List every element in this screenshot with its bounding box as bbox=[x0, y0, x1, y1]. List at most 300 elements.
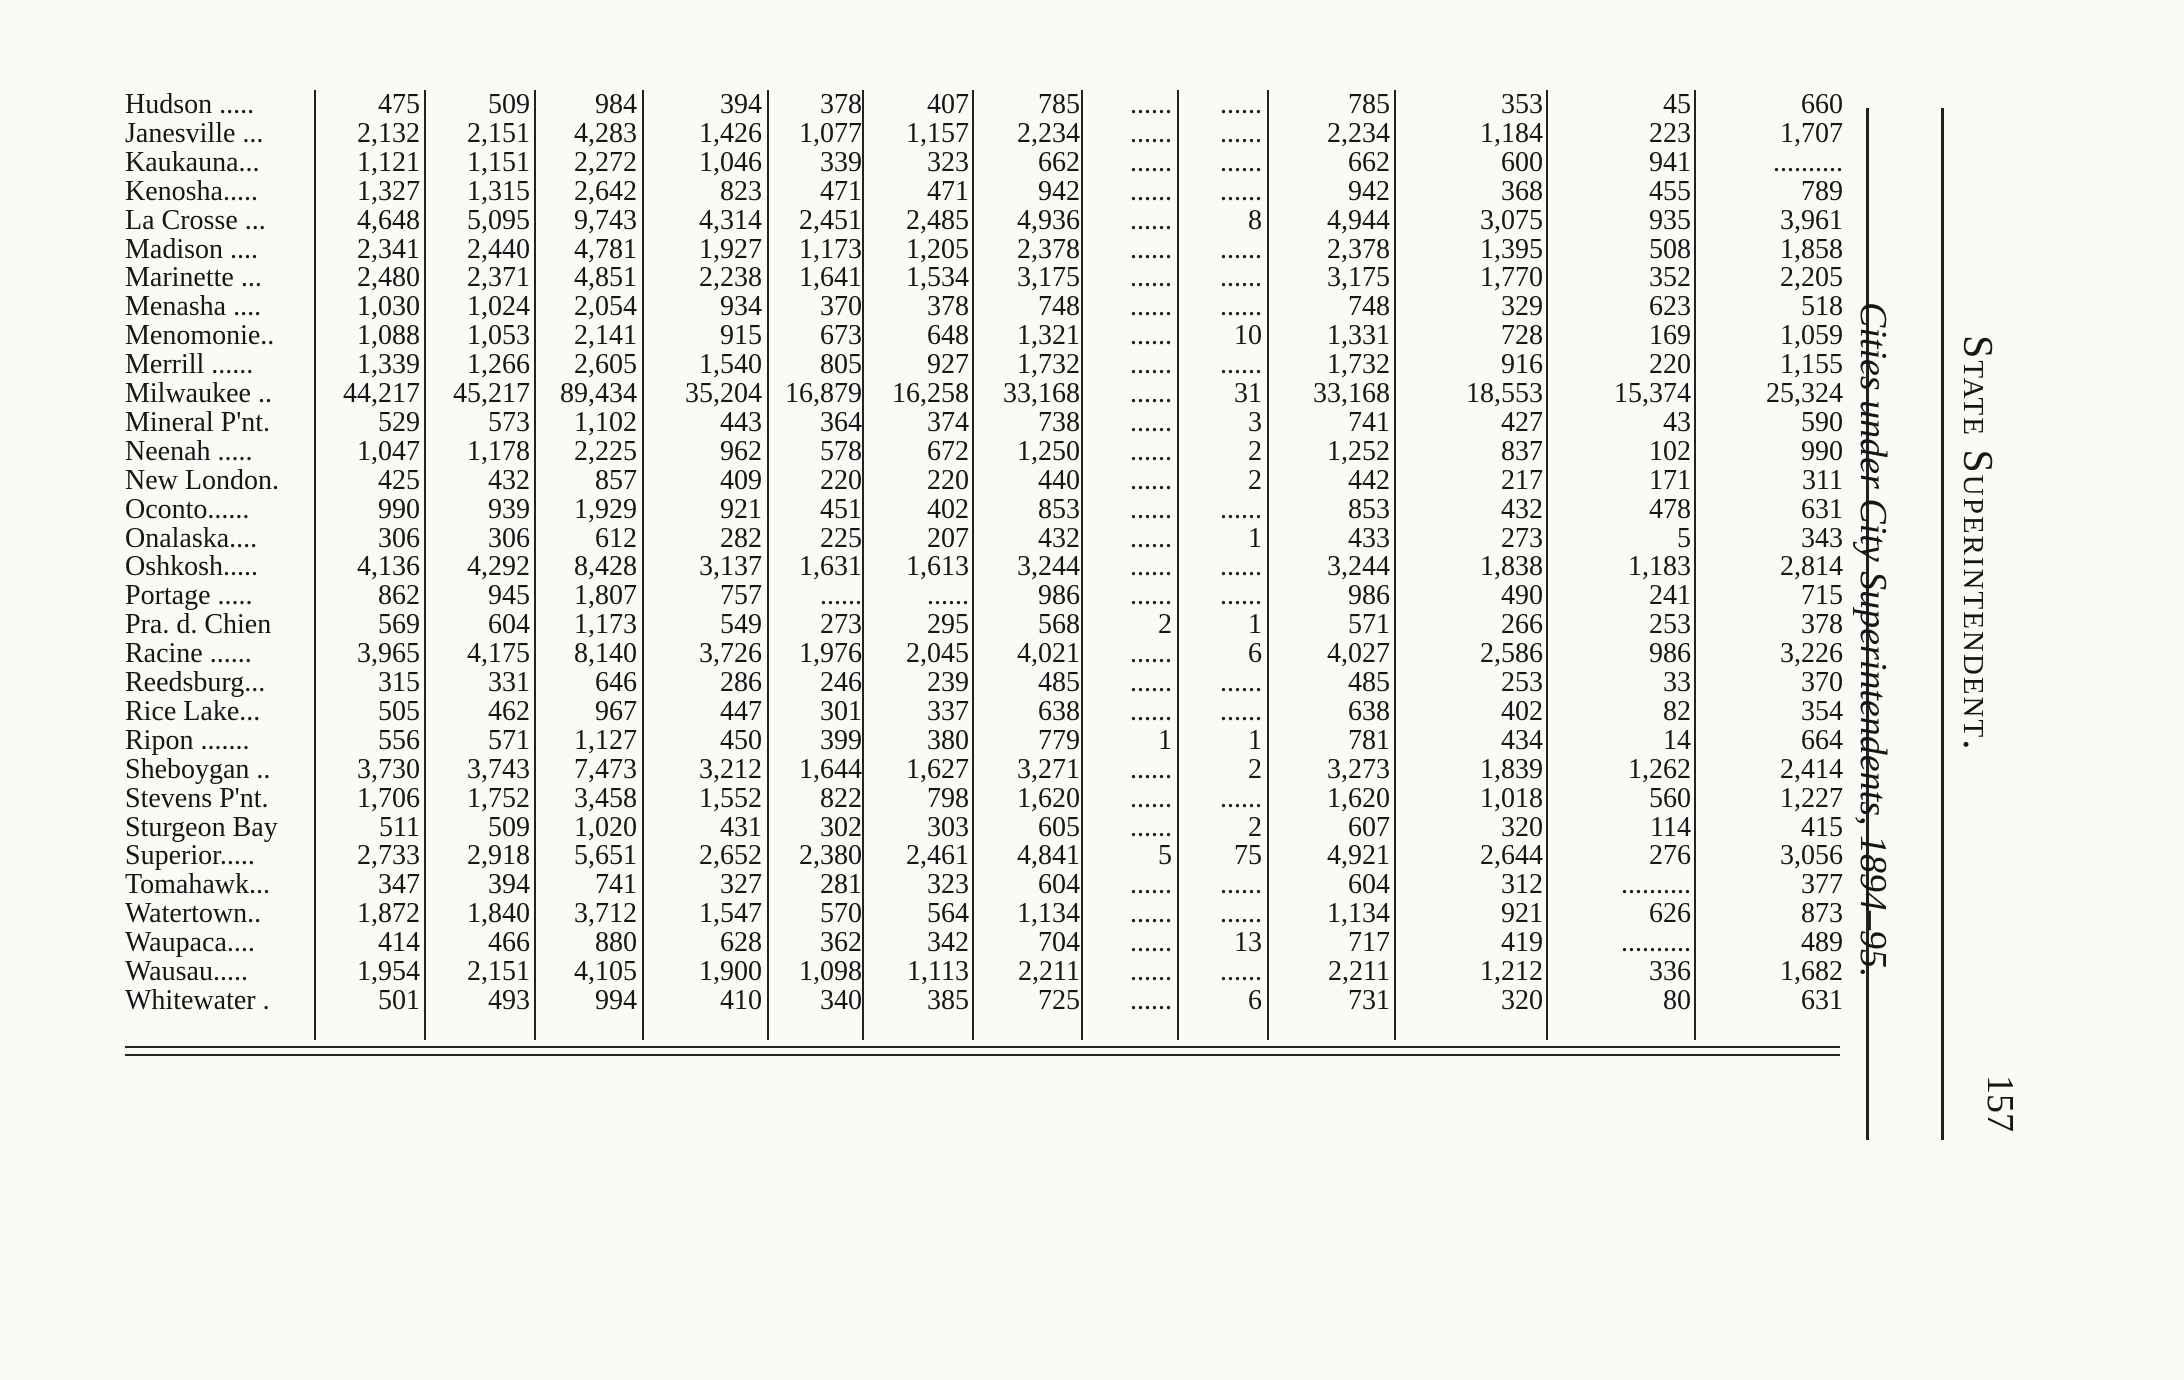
table-cell: 570 bbox=[820, 898, 862, 930]
table-cell: ...... bbox=[1130, 291, 1172, 323]
table-cell: 715 bbox=[1801, 580, 1843, 612]
table-cell: 6 bbox=[1248, 984, 1262, 1016]
table-cell: 1,184 bbox=[1480, 117, 1543, 149]
table-cell: 2,480 bbox=[357, 262, 420, 294]
table-cell: 443 bbox=[720, 406, 762, 438]
table-cell: 741 bbox=[595, 869, 637, 901]
table-cell: 862 bbox=[378, 580, 420, 612]
table-cell: 15,374 bbox=[1614, 378, 1691, 409]
table-cell: ...... bbox=[1130, 667, 1172, 698]
table-cell: 626 bbox=[1649, 898, 1691, 930]
table-cell: ...... bbox=[1220, 349, 1262, 381]
table-cell: 1,088 bbox=[357, 320, 420, 352]
table-cell: 779 bbox=[1038, 724, 1080, 756]
table-cell: 1,534 bbox=[906, 262, 969, 294]
city-name-cell: Madison .... bbox=[125, 233, 258, 265]
table-cell: 432 bbox=[1501, 493, 1543, 525]
table-cell: 4,175 bbox=[467, 638, 530, 670]
table-cell: 1,707 bbox=[1780, 117, 1843, 149]
table-cell: ...... bbox=[1130, 464, 1172, 496]
table-cell: 1,620 bbox=[1327, 782, 1390, 814]
city-name-cell: Oconto...... bbox=[125, 493, 250, 525]
city-name-cell: Wausau..... bbox=[125, 956, 248, 987]
table-cell: 942 bbox=[1038, 175, 1080, 207]
table-cell: 2,378 bbox=[1017, 233, 1080, 265]
column-rule bbox=[972, 90, 974, 1040]
table-cell: 600 bbox=[1501, 146, 1543, 178]
table-cell: ...... bbox=[1220, 233, 1262, 265]
city-name-cell: Kenosha..... bbox=[125, 175, 258, 207]
table-cell: 276 bbox=[1649, 840, 1691, 872]
table-cell: 2,272 bbox=[574, 146, 637, 178]
table-cell: 4,944 bbox=[1327, 204, 1390, 236]
city-name-cell: Hudson ..... bbox=[125, 89, 255, 120]
table-cell: 646 bbox=[595, 667, 637, 698]
table-cell: ...... bbox=[820, 580, 862, 612]
table-cell: 605 bbox=[1038, 811, 1080, 843]
table-cell: 508 bbox=[1649, 233, 1691, 265]
table-cell: 241 bbox=[1649, 580, 1691, 612]
city-name-cell: Rice Lake... bbox=[125, 695, 261, 727]
table-cell: ...... bbox=[1220, 493, 1262, 525]
table-cell: 915 bbox=[720, 320, 762, 352]
table-cell: 3,730 bbox=[357, 753, 420, 785]
table-cell: 984 bbox=[595, 89, 637, 120]
table-cell: ...... bbox=[1130, 349, 1172, 381]
table-cell: 986 bbox=[1038, 580, 1080, 612]
table-cell: ...... bbox=[1130, 117, 1172, 149]
table-cell: 945 bbox=[488, 580, 530, 612]
table-cell: 374 bbox=[927, 406, 969, 438]
table-cell: 1,098 bbox=[799, 956, 862, 987]
table-cell: 1,752 bbox=[467, 782, 530, 814]
table-cell: 4,283 bbox=[574, 117, 637, 149]
table-cell: 662 bbox=[1348, 146, 1390, 178]
table-cell: 604 bbox=[488, 609, 530, 641]
table-cell: 331 bbox=[488, 667, 530, 698]
table-cell: 434 bbox=[1501, 724, 1543, 756]
city-name-cell: Menomonie.. bbox=[125, 320, 275, 352]
column-rule bbox=[1081, 90, 1083, 1040]
column-rule bbox=[1394, 90, 1396, 1040]
table-cell: 638 bbox=[1038, 695, 1080, 727]
table-cell: 399 bbox=[820, 724, 862, 756]
table-cell: ...... bbox=[1130, 638, 1172, 670]
table-cell: 4,136 bbox=[357, 551, 420, 583]
table-cell: 1,839 bbox=[1480, 753, 1543, 785]
table-cell: 986 bbox=[1649, 638, 1691, 670]
table-cell: 3,244 bbox=[1327, 551, 1390, 583]
city-name-cell: Racine ...... bbox=[125, 638, 252, 670]
table-cell: 273 bbox=[1501, 522, 1543, 554]
table-cell: 320 bbox=[1501, 984, 1543, 1016]
table-bottom-rule-double bbox=[125, 1054, 1840, 1056]
table-cell: 1,547 bbox=[699, 898, 762, 930]
table-cell: 407 bbox=[927, 89, 969, 120]
city-name-cell: Milwaukee .. bbox=[125, 378, 272, 409]
table-cell: 303 bbox=[927, 811, 969, 843]
table-cell: ...... bbox=[1130, 522, 1172, 554]
table-cell: 798 bbox=[927, 782, 969, 814]
table-cell: 220 bbox=[927, 464, 969, 496]
table-cell: ...... bbox=[1130, 551, 1172, 583]
table-cell: ...... bbox=[1130, 435, 1172, 467]
table-cell: 419 bbox=[1501, 927, 1543, 959]
table-cell: 994 bbox=[595, 984, 637, 1016]
table-cell: 1 bbox=[1158, 724, 1172, 756]
table-cell: 1,327 bbox=[357, 175, 420, 207]
table-cell: 1,706 bbox=[357, 782, 420, 814]
table-cell: 942 bbox=[1348, 175, 1390, 207]
table-cell: 466 bbox=[488, 927, 530, 959]
table-cell: 1,976 bbox=[799, 638, 862, 670]
table-cell: 343 bbox=[1801, 522, 1843, 554]
table-cell: 1,631 bbox=[799, 551, 862, 583]
table-cell: ...... bbox=[1220, 898, 1262, 930]
table-cell: 225 bbox=[820, 522, 862, 554]
table-cell: 427 bbox=[1501, 406, 1543, 438]
table-cell: 549 bbox=[720, 609, 762, 641]
table-cell: 364 bbox=[820, 406, 862, 438]
table-cell: 286 bbox=[720, 667, 762, 698]
city-name-cell: Sturgeon Bay bbox=[125, 811, 278, 843]
table-cell: 2,642 bbox=[574, 175, 637, 207]
table-cell: 462 bbox=[488, 695, 530, 727]
table-cell: 2 bbox=[1248, 464, 1262, 496]
table-cell: .......... bbox=[1773, 146, 1843, 178]
table-cell: 1,059 bbox=[1780, 320, 1843, 352]
table-cell: 2,644 bbox=[1480, 840, 1543, 872]
table-cell: 1,929 bbox=[574, 493, 637, 525]
table-cell: 569 bbox=[378, 609, 420, 641]
table-cell: 3,965 bbox=[357, 638, 420, 670]
table-cell: 409 bbox=[720, 464, 762, 496]
table-cell: 4,841 bbox=[1017, 840, 1080, 872]
table-cell: ...... bbox=[1130, 869, 1172, 901]
table-cell: 578 bbox=[820, 435, 862, 467]
table-cell: 789 bbox=[1801, 175, 1843, 207]
table-cell: 805 bbox=[820, 349, 862, 381]
table-cell: 2 bbox=[1248, 435, 1262, 467]
table-cell: 312 bbox=[1501, 869, 1543, 901]
table-cell: ...... bbox=[1220, 291, 1262, 323]
table-cell: 433 bbox=[1348, 522, 1390, 554]
table-cell: 4,851 bbox=[574, 262, 637, 294]
table-cell: 556 bbox=[378, 724, 420, 756]
city-name-cell: Tomahawk... bbox=[125, 869, 271, 901]
table-cell: 1,644 bbox=[799, 753, 862, 785]
table-cell: 1,205 bbox=[906, 233, 969, 265]
table-cell: 171 bbox=[1649, 464, 1691, 496]
table-cell: 673 bbox=[820, 320, 862, 352]
table-cell: ...... bbox=[1130, 956, 1172, 987]
table-cell: ...... bbox=[1130, 695, 1172, 727]
table-cell: 2,045 bbox=[906, 638, 969, 670]
table-cell: 2,814 bbox=[1780, 551, 1843, 583]
table-cell: 612 bbox=[595, 522, 637, 554]
table-cell: ...... bbox=[1220, 956, 1262, 987]
table-cell: 3,212 bbox=[699, 753, 762, 785]
table-cell: 485 bbox=[1038, 667, 1080, 698]
table-cell: 2,054 bbox=[574, 291, 637, 323]
table-cell: 5,651 bbox=[574, 840, 637, 872]
table-cell: 239 bbox=[927, 667, 969, 698]
table-cell: 1,872 bbox=[357, 898, 420, 930]
table-cell: 568 bbox=[1038, 609, 1080, 641]
table-cell: 490 bbox=[1501, 580, 1543, 612]
table-cell: 323 bbox=[927, 146, 969, 178]
table-cell: ...... bbox=[1130, 233, 1172, 265]
table-cell: 3 bbox=[1248, 406, 1262, 438]
table-cell: 939 bbox=[488, 493, 530, 525]
table-cell: 822 bbox=[820, 782, 862, 814]
table-cell: 518 bbox=[1801, 291, 1843, 323]
city-name-cell: Waupaca.... bbox=[125, 927, 255, 959]
table-cell: 410 bbox=[720, 984, 762, 1016]
table-cell: 590 bbox=[1801, 406, 1843, 438]
table-cell: 370 bbox=[1801, 667, 1843, 698]
table-cell: ...... bbox=[1220, 782, 1262, 814]
column-rule bbox=[1694, 90, 1696, 1040]
table-cell: 1,900 bbox=[699, 956, 762, 987]
table-cell: 306 bbox=[378, 522, 420, 554]
table-cell: 3,271 bbox=[1017, 753, 1080, 785]
city-name-cell: Menasha .... bbox=[125, 291, 262, 323]
table-cell: 431 bbox=[720, 811, 762, 843]
city-name-cell: Portage ..... bbox=[125, 580, 253, 612]
table-cell: 631 bbox=[1801, 984, 1843, 1016]
table-cell: 1,927 bbox=[699, 233, 762, 265]
table-cell: 1,155 bbox=[1780, 349, 1843, 381]
table-cell: 266 bbox=[1501, 609, 1543, 641]
table-cell: 402 bbox=[927, 493, 969, 525]
table-cell: 2,918 bbox=[467, 840, 530, 872]
table-cell: ...... bbox=[1130, 753, 1172, 785]
table-cell: 340 bbox=[820, 984, 862, 1016]
table-cell: 320 bbox=[1501, 811, 1543, 843]
table-cell: 2,461 bbox=[906, 840, 969, 872]
table-cell: 5,095 bbox=[467, 204, 530, 236]
table-cell: 33 bbox=[1663, 667, 1691, 698]
table-cell: 13 bbox=[1234, 927, 1262, 959]
table-cell: 672 bbox=[927, 435, 969, 467]
table-cell: 380 bbox=[927, 724, 969, 756]
table-cell: 353 bbox=[1501, 89, 1543, 120]
table-cell: 1,030 bbox=[357, 291, 420, 323]
table-cell: 385 bbox=[927, 984, 969, 1016]
table-cell: 378 bbox=[927, 291, 969, 323]
table-cell: 1,641 bbox=[799, 262, 862, 294]
city-name-cell: Janesville ... bbox=[125, 117, 264, 149]
table-cell: 1,954 bbox=[357, 956, 420, 987]
table-cell: ...... bbox=[1130, 580, 1172, 612]
table-cell: 571 bbox=[1348, 609, 1390, 641]
city-name-cell: Reedsburg... bbox=[125, 667, 266, 698]
table-cell: 1,426 bbox=[699, 117, 762, 149]
table-cell: 1,331 bbox=[1327, 320, 1390, 352]
table-cell: 748 bbox=[1038, 291, 1080, 323]
table-cell: 478 bbox=[1649, 493, 1691, 525]
table-cell: 3,056 bbox=[1780, 840, 1843, 872]
table-cell: 501 bbox=[378, 984, 420, 1016]
table-cell: .......... bbox=[1621, 869, 1691, 901]
table-cell: 4,292 bbox=[467, 551, 530, 583]
table-cell: 2,211 bbox=[1328, 956, 1390, 987]
table-cell: 785 bbox=[1348, 89, 1390, 120]
city-name-cell: Stevens P'nt. bbox=[125, 782, 269, 814]
table-cell: 1,262 bbox=[1628, 753, 1691, 785]
table-cell: 354 bbox=[1801, 695, 1843, 727]
table-cell: ...... bbox=[1130, 146, 1172, 178]
city-name-cell: Pra. d. Chien bbox=[125, 609, 272, 641]
table-cell: 731 bbox=[1348, 984, 1390, 1016]
table-cell: 2 bbox=[1248, 811, 1262, 843]
table-cell: 370 bbox=[820, 291, 862, 323]
table-cell: 560 bbox=[1649, 782, 1691, 814]
table-cell: 2,341 bbox=[357, 233, 420, 265]
table-cell: 447 bbox=[720, 695, 762, 727]
table-cell: 33,168 bbox=[1003, 378, 1080, 409]
table-cell: 1,121 bbox=[357, 146, 420, 178]
city-name-cell: Marinette ... bbox=[125, 262, 262, 294]
table-cell: 2,238 bbox=[699, 262, 762, 294]
table-cell: 377 bbox=[1801, 869, 1843, 901]
table-cell: 990 bbox=[378, 493, 420, 525]
table-cell: 853 bbox=[1348, 493, 1390, 525]
table-cell: 16,258 bbox=[892, 378, 969, 409]
table-cell: 1,339 bbox=[357, 349, 420, 381]
table-cell: 1,024 bbox=[467, 291, 530, 323]
table-cell: 301 bbox=[820, 695, 862, 727]
city-name-cell: Superior..... bbox=[125, 840, 255, 872]
table-cell: 638 bbox=[1348, 695, 1390, 727]
table-cell: 3,075 bbox=[1480, 204, 1543, 236]
table-cell: 664 bbox=[1801, 724, 1843, 756]
column-rule bbox=[862, 90, 864, 1040]
table-cell: 302 bbox=[820, 811, 862, 843]
table-cell: 282 bbox=[720, 522, 762, 554]
table-cell: 1,173 bbox=[574, 609, 637, 641]
table-cell: 1 bbox=[1248, 522, 1262, 554]
table-cell: 394 bbox=[488, 869, 530, 901]
table-cell: 475 bbox=[378, 89, 420, 120]
table-cell: 8,428 bbox=[574, 551, 637, 583]
table-cell: 1,183 bbox=[1628, 551, 1691, 583]
table-cell: 604 bbox=[1348, 869, 1390, 901]
table-cell: 1,077 bbox=[799, 117, 862, 149]
table-cell: 1 bbox=[1248, 724, 1262, 756]
table-cell: 990 bbox=[1801, 435, 1843, 467]
table-cell: 43 bbox=[1663, 406, 1691, 438]
table-cell: 82 bbox=[1663, 695, 1691, 727]
table-cell: 623 bbox=[1649, 291, 1691, 323]
table-cell: 223 bbox=[1649, 117, 1691, 149]
table-cell: 378 bbox=[820, 89, 862, 120]
table-cell: 3,244 bbox=[1017, 551, 1080, 583]
city-name-cell: Onalaska.... bbox=[125, 522, 258, 554]
table-cell: 564 bbox=[927, 898, 969, 930]
table-cell: 2,733 bbox=[357, 840, 420, 872]
table-cell: 1,113 bbox=[907, 956, 969, 987]
table-cell: 8,140 bbox=[574, 638, 637, 670]
table-cell: 442 bbox=[1348, 464, 1390, 496]
table-cell: 1,840 bbox=[467, 898, 530, 930]
table-cell: 3,273 bbox=[1327, 753, 1390, 785]
table-cell: ...... bbox=[1130, 927, 1172, 959]
table-cell: 1,627 bbox=[906, 753, 969, 785]
table-cell: 207 bbox=[927, 522, 969, 554]
table-cell: ...... bbox=[1130, 175, 1172, 207]
table-cell: 571 bbox=[488, 724, 530, 756]
table-cell: 2,141 bbox=[574, 320, 637, 352]
table-cell: 781 bbox=[1348, 724, 1390, 756]
table-cell: 962 bbox=[720, 435, 762, 467]
table-cell: 738 bbox=[1038, 406, 1080, 438]
table-cell: 440 bbox=[1038, 464, 1080, 496]
table-cell: 1,732 bbox=[1017, 349, 1080, 381]
table-cell: 511 bbox=[379, 811, 420, 843]
table-cell: 3,458 bbox=[574, 782, 637, 814]
table-cell: 450 bbox=[720, 724, 762, 756]
table-cell: 246 bbox=[820, 667, 862, 698]
table-cell: 2 bbox=[1248, 753, 1262, 785]
table-cell: 1,178 bbox=[467, 435, 530, 467]
table-cell: 967 bbox=[595, 695, 637, 727]
table-cell: 9,743 bbox=[574, 204, 637, 236]
table-cell: 1,732 bbox=[1327, 349, 1390, 381]
table-cell: 327 bbox=[720, 869, 762, 901]
margin-rule-outer bbox=[1941, 108, 1944, 1140]
table-cell: ...... bbox=[1220, 146, 1262, 178]
city-name-cell: Mineral P'nt. bbox=[125, 406, 271, 438]
table-cell: 394 bbox=[720, 89, 762, 120]
table-cell: 220 bbox=[820, 464, 862, 496]
table-cell: 2,151 bbox=[467, 956, 530, 987]
table-cell: 2,151 bbox=[467, 117, 530, 149]
table-cell: ...... bbox=[1130, 406, 1172, 438]
table-cell: 1,838 bbox=[1480, 551, 1543, 583]
table-cell: 1,173 bbox=[799, 233, 862, 265]
table-cell: 2,211 bbox=[1018, 956, 1080, 987]
table-cell: 16,879 bbox=[785, 378, 862, 409]
table-cell: 934 bbox=[720, 291, 762, 323]
table-cell: 315 bbox=[378, 667, 420, 698]
table-cell: 631 bbox=[1801, 493, 1843, 525]
column-rule bbox=[1267, 90, 1269, 1040]
table-cell: ...... bbox=[1220, 667, 1262, 698]
table-cell: 717 bbox=[1348, 927, 1390, 959]
table-cell: 704 bbox=[1038, 927, 1080, 959]
table-cell: 33,168 bbox=[1313, 378, 1390, 409]
table-cell: 4,027 bbox=[1327, 638, 1390, 670]
table-cell: 4,648 bbox=[357, 204, 420, 236]
table-cell: 3,137 bbox=[699, 551, 762, 583]
table-cell: 604 bbox=[1038, 869, 1080, 901]
table-cell: 1,770 bbox=[1480, 262, 1543, 294]
table-cell: 2,371 bbox=[467, 262, 530, 294]
table-bottom-rule bbox=[125, 1046, 1840, 1048]
city-name-cell: Kaukauna... bbox=[125, 146, 260, 178]
table-cell: 114 bbox=[1650, 811, 1691, 843]
city-name-cell: Oshkosh..... bbox=[125, 551, 259, 583]
table-cell: 1,250 bbox=[1017, 435, 1080, 467]
table-cell: 4,781 bbox=[574, 233, 637, 265]
table-cell: 432 bbox=[488, 464, 530, 496]
table-cell: 2,380 bbox=[799, 840, 862, 872]
table-cell: ...... bbox=[1220, 117, 1262, 149]
table-cell: 873 bbox=[1801, 898, 1843, 930]
table-cell: 1,053 bbox=[467, 320, 530, 352]
